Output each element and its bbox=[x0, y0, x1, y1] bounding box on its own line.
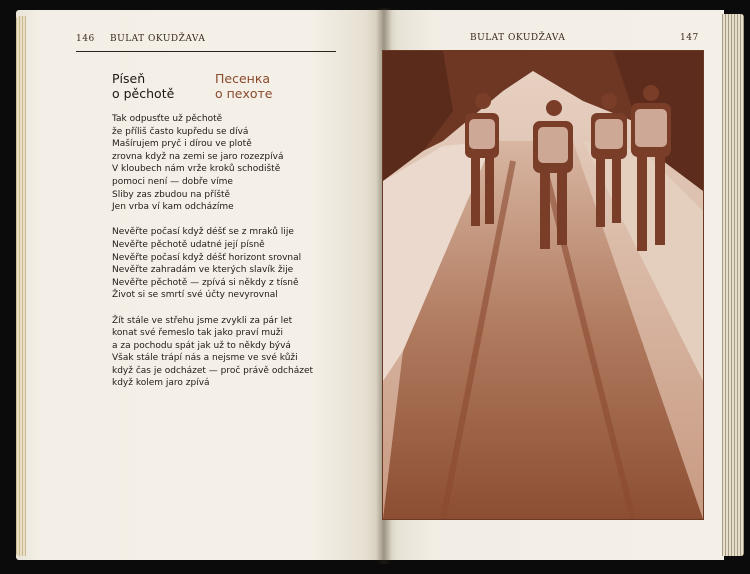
poem-line: Život si se smrtí své účty nevyrovnal bbox=[112, 290, 278, 301]
photo-illustration bbox=[383, 51, 703, 519]
poem-line: Mašírujem pryč i dírou ve plotě bbox=[112, 139, 252, 150]
poem-line: Nevěřte počasí když déšť se z mraků lije bbox=[112, 227, 294, 238]
poem-line: Nevěřte počasí když déšť horizont srovnal bbox=[112, 252, 302, 263]
right-running-header: BULAT OKUDŽAVA bbox=[470, 33, 566, 43]
title-czech-line-1: Píseň bbox=[112, 71, 146, 86]
stanza-3 bbox=[112, 315, 362, 391]
poem-line: Žít stále ve střehu jsme zvykli za pár let bbox=[112, 315, 293, 326]
stanza-1 bbox=[112, 113, 362, 214]
poem-line: Tak odpusťte už pěchotě bbox=[112, 114, 223, 124]
poem-line: V kloubech nám vrže kroků schodiště bbox=[112, 164, 281, 175]
poem-line: a za pochodu spát jak už to někdy bývá bbox=[112, 340, 291, 351]
title-russian bbox=[215, 71, 273, 101]
left-page-number: 146 bbox=[76, 34, 95, 44]
title-russian-line-2: о пехоте bbox=[215, 86, 273, 101]
poem-line: Však stále trápí nás a nejsme ve své kůži bbox=[112, 353, 298, 364]
poem-line: když kolem jaro zpívá bbox=[112, 378, 210, 389]
stanza-2 bbox=[112, 226, 362, 302]
poem-line: když čas je odcházet — proč právě odcházet bbox=[112, 365, 314, 376]
poem-text bbox=[112, 113, 362, 403]
poem-line: že příliš často kupředu se dívá bbox=[112, 126, 249, 137]
title-czech-line-2: o pěchotě bbox=[112, 86, 175, 101]
marching-soldiers-photo bbox=[382, 50, 704, 520]
poem-line: Sliby zas zbudou na příště bbox=[112, 189, 231, 200]
poem-line: Nevěřte pěchotě — zpívá si někdy z tísně bbox=[112, 277, 299, 288]
poem-line: pomoci není — dobře víme bbox=[112, 176, 233, 187]
poem-line: zrovna když na zemi se jaro rozezpívá bbox=[112, 151, 284, 162]
poem-line: Jen vrba ví kam odcházíme bbox=[112, 202, 234, 213]
poem-line: konat své řemeslo tak jako praví muži bbox=[112, 328, 284, 339]
poem-line: Nevěřte pěchotě udatné její písně bbox=[112, 239, 265, 250]
right-page-edges bbox=[722, 14, 744, 556]
left-running-header: BULAT OKUDŽAVA bbox=[110, 34, 206, 44]
title-czech bbox=[112, 71, 174, 101]
left-page-edges bbox=[16, 16, 26, 556]
right-page-number: 147 bbox=[680, 33, 699, 43]
poem-line: Nevěřte zahradám ve kterých slavík žije bbox=[112, 265, 294, 276]
left-header-rule bbox=[76, 51, 336, 52]
title-russian-line-1: Песенка bbox=[215, 71, 271, 86]
